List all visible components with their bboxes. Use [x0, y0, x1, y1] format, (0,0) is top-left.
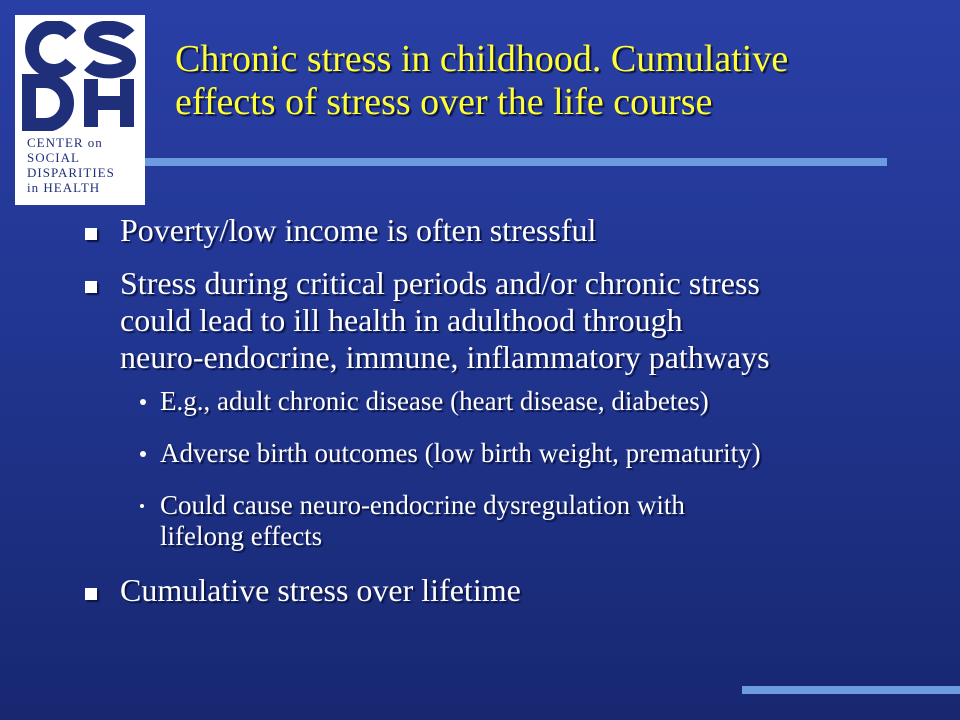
dot-bullet-icon: [140, 504, 144, 508]
subbullet-birth-outcomes: [140, 438, 910, 469]
logo-line: CENTER on: [27, 135, 103, 150]
square-bullet-icon: [85, 588, 97, 600]
title-divider: [145, 158, 887, 166]
bullet-poverty: [80, 212, 910, 249]
csdh-logo: [15, 15, 145, 205]
bullet-text-line: could lead to ill health in adulthood through: [120, 302, 683, 338]
bullet-cumulative-stress: [80, 572, 910, 609]
logo-line: SOCIAL: [27, 150, 80, 165]
logo-line: DISPARITIES: [27, 165, 115, 180]
slide-title-line: Chronic stress in childhood. Cumulative: [175, 38, 789, 80]
subbullet-text-line: Could cause neuro-endocrine dysregulation with: [160, 490, 685, 520]
bullet-text-line: Stress during critical periods and/or chronic stress: [120, 265, 760, 301]
slide-body: [80, 212, 910, 609]
footer-accent-bar: [742, 686, 960, 694]
logo-line: in HEALTH: [27, 180, 101, 195]
square-bullet-icon: [85, 228, 97, 240]
subbullet-text: Adverse birth outcomes (low birth weight, prematurity): [160, 438, 761, 468]
bullet-text-line: neuro-endocrine, immune, inflammatory pathways: [120, 339, 770, 375]
slide-title-line: effects of stress over the life course: [175, 81, 713, 123]
subbullet-text-line: lifelong effects: [160, 521, 323, 551]
subbullet-dysregulation: [140, 490, 910, 552]
subbullet-text: E.g., adult chronic disease (heart disease, diabetes): [160, 386, 709, 416]
logo-text: [21, 135, 139, 195]
slide-title: [175, 38, 935, 124]
dot-bullet-icon: [140, 399, 146, 405]
bullet-text: Poverty/low income is often stressful: [120, 212, 597, 248]
square-bullet-icon: [85, 281, 97, 293]
csdh-monogram: [21, 21, 139, 131]
dot-bullet-icon: [140, 451, 146, 457]
bullet-text: Cumulative stress over lifetime: [120, 572, 521, 608]
bullet-critical-periods: [80, 265, 910, 376]
subbullet-chronic-disease: [140, 386, 910, 417]
